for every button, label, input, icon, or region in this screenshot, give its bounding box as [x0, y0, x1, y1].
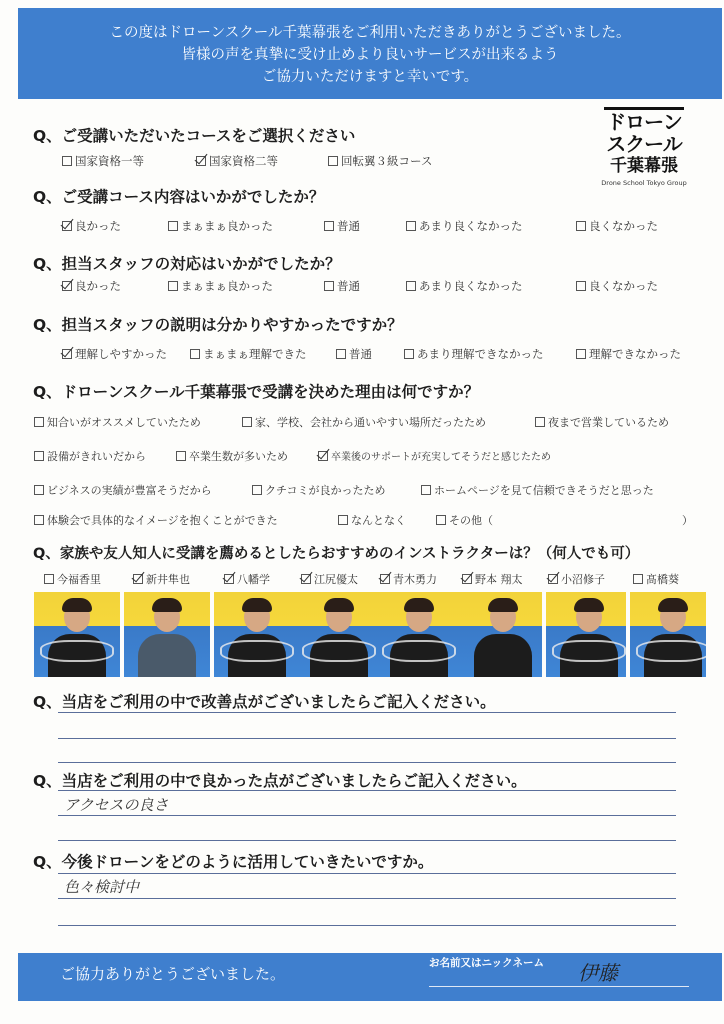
option-label: 理解しやすかった [75, 347, 167, 361]
name-label: お名前又はニックネーム [429, 957, 544, 969]
checkbox[interactable] [324, 281, 334, 291]
name-field[interactable]: 伊藤 [578, 961, 618, 985]
q4-option[interactable] [404, 346, 544, 362]
q5-option[interactable] [436, 512, 493, 528]
q3-option[interactable] [576, 278, 658, 294]
instructor-option[interactable] [301, 571, 358, 587]
q5-option[interactable] [252, 482, 386, 498]
photo-hair [62, 598, 92, 612]
instructor-name: 野本 翔太 [475, 573, 523, 586]
q1-question: Q、ご受講いただいたコースをご選択ください [33, 127, 356, 145]
instructor-option[interactable] [44, 571, 101, 587]
option-label: まぁまぁ理解できた [203, 347, 307, 361]
header-line-1: この度はドローンスクール千葉幕張をご利用いただきありがとうございました。 [109, 25, 631, 41]
q5-question: Q、ドローンスクール千葉幕張で受講を決めた理由は何ですか？ [33, 383, 480, 401]
q5-option[interactable] [34, 448, 146, 464]
instructor-option[interactable] [380, 571, 437, 587]
option-label: 普通 [337, 219, 360, 233]
checkbox-checked[interactable] [380, 574, 390, 584]
option-label: 理解できなかった [589, 347, 681, 361]
name-line [429, 986, 689, 987]
checkbox[interactable] [576, 281, 586, 291]
school-logo [596, 106, 692, 194]
photo-body [474, 634, 532, 677]
option-label: なんとなく [351, 514, 406, 527]
option-label: あまり良くなかった [419, 219, 523, 233]
q5-option[interactable] [34, 482, 212, 498]
checkbox-checked[interactable] [62, 281, 72, 291]
option-label: 回転翼３級コース [341, 154, 433, 168]
option-label: 体験会で具体的なイメージを抱くことができた [47, 514, 278, 527]
checkbox-checked[interactable] [62, 221, 72, 231]
instructor-photo [630, 592, 706, 677]
photo-hair [404, 598, 434, 612]
other-close-paren: ） [682, 514, 693, 527]
checkbox[interactable] [406, 281, 416, 291]
drone-icon [302, 640, 376, 662]
answer-line [58, 840, 676, 841]
checkbox[interactable] [34, 417, 44, 427]
checkbox[interactable] [404, 349, 414, 359]
answer-line [58, 815, 676, 816]
instructor-photo [214, 592, 300, 677]
option-label: 卒業後のサポートが充実してそうだと感じたため [331, 452, 551, 463]
checkbox[interactable] [34, 515, 44, 525]
checkbox[interactable] [406, 221, 416, 231]
q2-option[interactable] [168, 218, 273, 234]
option-label: ビジネスの実績が豊富そうだから [47, 484, 212, 497]
checkbox[interactable] [44, 574, 54, 584]
instructor-name: 江尻優太 [314, 573, 358, 586]
q5-option[interactable] [242, 414, 486, 430]
checkbox[interactable] [190, 349, 200, 359]
q9-question: Q、今後ドローンをどのように活用していきたいですか。 [33, 853, 434, 871]
option-label: 良かった [75, 219, 121, 233]
logo-line-1: ドローン [606, 110, 682, 134]
q1-option[interactable] [196, 153, 278, 169]
option-label: その他（ [449, 514, 493, 527]
checkbox[interactable] [34, 485, 44, 495]
option-label: 普通 [349, 347, 372, 361]
instructor-name: 八幡学 [237, 573, 270, 586]
header-banner [18, 8, 722, 99]
answer-line [58, 712, 676, 713]
q9-answer[interactable]: 色々検討中 [64, 878, 140, 896]
answer-line [58, 925, 676, 926]
q4-option[interactable] [62, 346, 167, 362]
checkbox-checked[interactable] [548, 574, 558, 584]
answer-line [58, 873, 676, 874]
option-label: 良くなかった [589, 279, 658, 293]
checkbox[interactable] [535, 417, 545, 427]
q1-option[interactable] [328, 153, 432, 169]
instructor-option[interactable] [462, 571, 523, 587]
q5-option[interactable] [338, 512, 406, 528]
photo-hair [152, 598, 182, 612]
checkbox[interactable] [324, 221, 334, 231]
q2-option[interactable] [576, 218, 658, 234]
checkbox-checked[interactable] [196, 156, 206, 166]
q3-question: Q、担当スタッフの対応はいかがでしたか？ [33, 255, 341, 273]
header-line-2: 皆様の声を真摯に受け止めより良いサービスが出来るよう [181, 47, 559, 63]
answer-line [58, 898, 676, 899]
option-label: あまり良くなかった [419, 279, 523, 293]
photo-hair [488, 598, 518, 612]
q3-option[interactable] [406, 278, 523, 294]
option-label: 国家資格二等 [209, 154, 278, 168]
q4-option[interactable] [576, 346, 681, 362]
answer-line [58, 738, 676, 739]
checkbox[interactable] [168, 281, 178, 291]
q4-question: Q、担当スタッフの説明は分かりやすかったですか？ [33, 316, 403, 334]
option-label: 夜まで営業しているため [548, 416, 669, 429]
q2-option[interactable] [406, 218, 523, 234]
checkbox[interactable] [328, 156, 338, 166]
option-label: まぁまぁ良かった [181, 279, 273, 293]
instructor-name: 今福香里 [57, 573, 101, 586]
photo-hair [658, 598, 688, 612]
q3-option[interactable] [168, 278, 273, 294]
q5-option[interactable] [318, 448, 551, 463]
q5-option[interactable] [34, 414, 201, 430]
checkbox-checked[interactable] [62, 349, 72, 359]
checkbox[interactable] [421, 485, 431, 495]
q2-option[interactable] [324, 218, 360, 234]
q8-answer[interactable]: アクセスの良さ [64, 796, 169, 814]
option-label: 良かった [75, 279, 121, 293]
q4-option[interactable] [190, 346, 307, 362]
q4-option[interactable] [336, 346, 372, 362]
q2-question: Q、ご受講コース内容はいかがでしたか？ [33, 188, 325, 206]
checkbox[interactable] [34, 451, 44, 461]
drone-icon [382, 640, 456, 662]
instructor-name: 小沼修子 [561, 573, 605, 586]
instructor-photo [296, 592, 382, 677]
instructor-option[interactable] [548, 571, 605, 587]
option-label: あまり理解できなかった [417, 347, 544, 361]
q5-option[interactable] [535, 414, 669, 430]
checkbox[interactable] [62, 156, 72, 166]
footer-thanks: ご協力ありがとうございました。 [60, 965, 286, 983]
q3-option[interactable] [324, 278, 360, 294]
instructor-name: 髙橋葵 [646, 573, 679, 586]
q2-option[interactable] [62, 218, 121, 234]
header-line-3: ご協力いただけますと幸いです。 [261, 69, 479, 85]
drone-icon [40, 640, 114, 662]
option-label: クチコミが良かったため [265, 484, 386, 497]
checkbox[interactable] [436, 515, 446, 525]
drone-icon [220, 640, 294, 662]
checkbox[interactable] [336, 349, 346, 359]
checkbox[interactable] [633, 574, 643, 584]
drone-icon [552, 640, 626, 662]
checkbox[interactable] [576, 349, 586, 359]
q3-option[interactable] [62, 278, 121, 294]
instructor-name: 新井隼也 [146, 573, 190, 586]
checkbox[interactable] [576, 221, 586, 231]
q1-option[interactable] [62, 153, 144, 169]
photo-body [138, 634, 196, 677]
instructor-option[interactable] [224, 571, 270, 587]
q5-option[interactable] [176, 448, 288, 464]
option-label: 知合いがオススメしていたため [47, 416, 201, 429]
q7-question: Q、当店をご利用の中で改善点がございましたらご記入ください。 [33, 693, 496, 711]
instructor-photo [460, 592, 542, 677]
answer-line [58, 790, 676, 791]
answer-line [58, 762, 676, 763]
instructor-photo [124, 592, 210, 677]
option-label: 家、学校、会社から通いやすい場所だったため [255, 416, 486, 429]
checkbox-checked[interactable] [133, 574, 143, 584]
option-label: 普通 [337, 279, 360, 293]
logo-line-3: 千葉幕張 [610, 156, 678, 176]
option-label: 国家資格一等 [75, 154, 144, 168]
checkbox[interactable] [252, 485, 262, 495]
instructor-option[interactable] [633, 571, 679, 587]
photo-hair [324, 598, 354, 612]
checkbox-checked[interactable] [301, 574, 311, 584]
instructor-photo [376, 592, 462, 677]
drone-icon [636, 640, 706, 662]
photo-hair [242, 598, 272, 612]
q5-option[interactable] [34, 512, 278, 528]
checkbox[interactable] [168, 221, 178, 231]
logo-line-2: スクール [606, 132, 682, 156]
q8-question: Q、当店をご利用の中で良かった点がございましたらご記入ください。 [33, 772, 527, 790]
option-label: まぁまぁ良かった [181, 219, 273, 233]
option-label: 設備がきれいだから [47, 450, 146, 463]
checkbox-checked[interactable] [224, 574, 234, 584]
q5-option[interactable] [421, 482, 654, 498]
photo-hair [574, 598, 604, 612]
checkbox-checked[interactable] [462, 574, 472, 584]
checkbox[interactable] [242, 417, 252, 427]
footer-banner [18, 953, 722, 1001]
instructor-option[interactable] [133, 571, 190, 587]
option-label: 卒業生数が多いため [189, 450, 288, 463]
q6-question: Q、家族や友人知人に受講を薦めるとしたらおすすめのインストラクターは？（何人でも可） [33, 546, 640, 562]
checkbox[interactable] [338, 515, 348, 525]
option-label: 良くなかった [589, 219, 658, 233]
instructor-name: 青木勇力 [393, 573, 437, 586]
checkbox-checked[interactable] [318, 451, 328, 461]
checkbox[interactable] [176, 451, 186, 461]
instructor-photo [34, 592, 120, 677]
option-label: ホームページを見て信頼できそうだと思った [434, 484, 654, 497]
logo-line-4: Drone School Tokyo Group [601, 179, 687, 187]
instructor-photo [546, 592, 626, 677]
